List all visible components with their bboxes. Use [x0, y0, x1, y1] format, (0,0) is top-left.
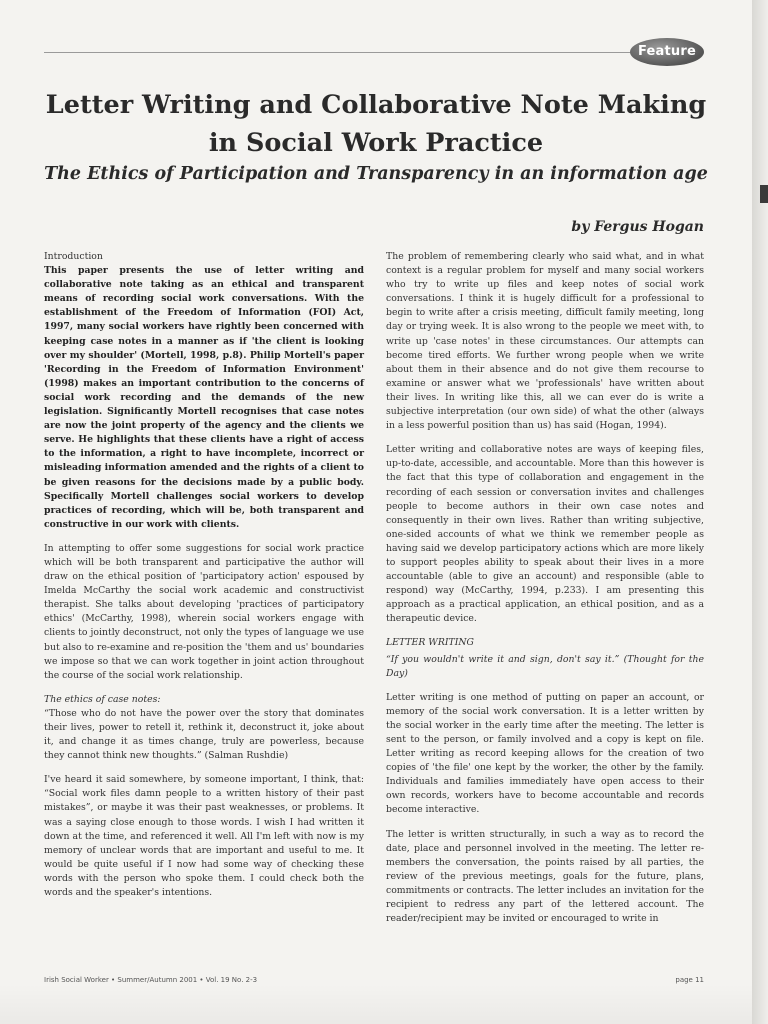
article-title — [20, 86, 732, 162]
page-shadow — [0, 984, 752, 1024]
feature-badge: Feature — [630, 38, 704, 66]
author-byline: by Fergus Hogan — [571, 219, 704, 235]
rushdie-quote: “Those who do not have the power over the story that dominates their lives, power to retell it, rethink it, deconstruct it, joke about it, and change it as times change, truly are powerless, because they cannot think new thoughts.” (Salman Rushdie) — [44, 707, 364, 762]
right-paragraph-1: The problem of remembering clearly who said what, and in what context is a regular problem for myself and many social workers who try to write up files and keep notes of social work conversations. I think it is hugely difficult for a professional to begin to write after a crisis meeting, difficult family meeting, long day or trying week. It is also wrong to the people we meet with, to write up 'case notes' in these circumstances. Our attempts can become tired efforts. We further wrong people when we write about them in their absence and do not give them recourse to examine or answer what we 'professionals' have written about their lives. In writing like this, all we can ever do is write a subjective interpretation (our own side) of what the other (always in a less powerful position than us) has said (Hogan, 1994). — [386, 251, 704, 432]
ethics-heading: The ethics of case notes: — [44, 693, 161, 705]
left-paragraph-3: I've heard it said somewhere, by someone important, I think, that: “Social work files damn people to a written history of their past mistakes”, or maybe it was their past weaknesses, or problems. It was a saying close enough to those words. I wish I had written it down at the time, and referenced it well. All I'm left with now is my memory of unclear words that are important and useful to me. It would be quite useful if I now had some way of checking these words with the person who spoke them. I could check both the words and the speaker's intentions. — [44, 774, 364, 899]
next-page-edge — [752, 0, 768, 1024]
article-subtitle: The Ethics of Participation and Transparency in an information age — [44, 164, 708, 184]
left-paragraph-2: In attempting to offer some suggestions for social work practice which will be both transparent and participative the author will draw on the ethical position of 'participatory action' espoused by Imelda McCarthy the social work academic and constructivist therapist. She talks about developing 'practices of participatory ethics' (McCarthy, 1998), wherein social workers engage with clients to jointly deconstruct, not only the types of language we use but also to re-examine and re-position the 'them and us' boundaries we impose so that we can work together in joint action throughout the course of the social work relationship. — [44, 542, 364, 681]
footer-citation: Irish Social Worker • Summer/Autumn 2001 • Vol. 19 No. 2-3 — [44, 976, 258, 984]
left-column — [44, 250, 364, 910]
thought-quote: “If you wouldn't write it and sign, don't say it.” (Thought for the Day) — [386, 653, 704, 679]
header-rule — [44, 52, 634, 53]
right-column — [386, 250, 704, 936]
page-number: page 11 — [675, 976, 704, 984]
right-paragraph-3: Letter writing is one method of putting on paper an account, or memory of the social work conversation. It is a letter written by the social worker in the early time after the meeting. The letter is sent to the person, or family involved and a copy is kept on file. Letter writing as record keeping allows for the creation of two copies of 'the file' one kept by the worker, the other by the family. Individuals and families immediately have open access to their own records, workers have to become accountable and records become interactive. — [386, 691, 704, 816]
letter-writing-heading: LETTER WRITING — [386, 637, 474, 649]
title-line-2: in Social Work Practice — [208, 128, 544, 158]
intro-heading: Introduction — [44, 251, 103, 262]
right-paragraph-4: The letter is written structurally, in such a way as to record the date, place and personnel involved in the meeting. The letter re-members the conversation, the points raised by all parties, the review of the previous meetings, goals for the future, plans, commitments or contracts. The letter includes an invitation for the recipient to redress any part of the lettered account. The reader/recipient may be invited or encouraged to write in — [386, 828, 704, 925]
edge-tab-mark — [760, 185, 768, 203]
intro-paragraph: This paper presents the use of letter writing and collaborative note taking as an ethical and transparent means of recording social work conversations. With the establishment of the Freedom of Information (FOI) Act, 1997, many social workers have rightly been concerned with keeping case notes in a manner as if 'the client is looking over my shoulder' (Mortell, 1998, p.8). Philip Mortell's paper 'Recording in the Freedom of Information Environment' (1998) makes an important contribution to the concerns of social work recording and the demands of the new legislation. Significantly Mortell recognises that case notes are now the joint property of the agency and the clients we serve. He highlights that these clients have a right of access to the information, a right to have incomplete, incorrect or misleading information amended and the rights of a client to be given reasons for the decisions made by a public body. Specifically Mortell challenges social workers to develop practices of recording, which will be, both transparent and constructive in our work with clients. — [44, 265, 364, 530]
title-line-1: Letter Writing and Collaborative Note Making — [45, 90, 707, 120]
right-paragraph-2: Letter writing and collaborative notes are ways of keeping files, up-to-date, accessible, and accountable. More than this however is the fact that this type of collaboration and engagement in the recording of each session or conversation invites and challenges people to become authors in their own case notes and consequently in their own lives. Rather than writing subjective, one-sided accounts of what we think we remember people as having said we develop participatory actions which are more likely to support peoples ability to speak about their lives in a more accountable (able to give an account) and responsible (able to respond) way (McCarthy, 1994, p.233). I am presenting this approach as a practical application, an ethical position, and as a therapeutic device. — [386, 444, 704, 625]
